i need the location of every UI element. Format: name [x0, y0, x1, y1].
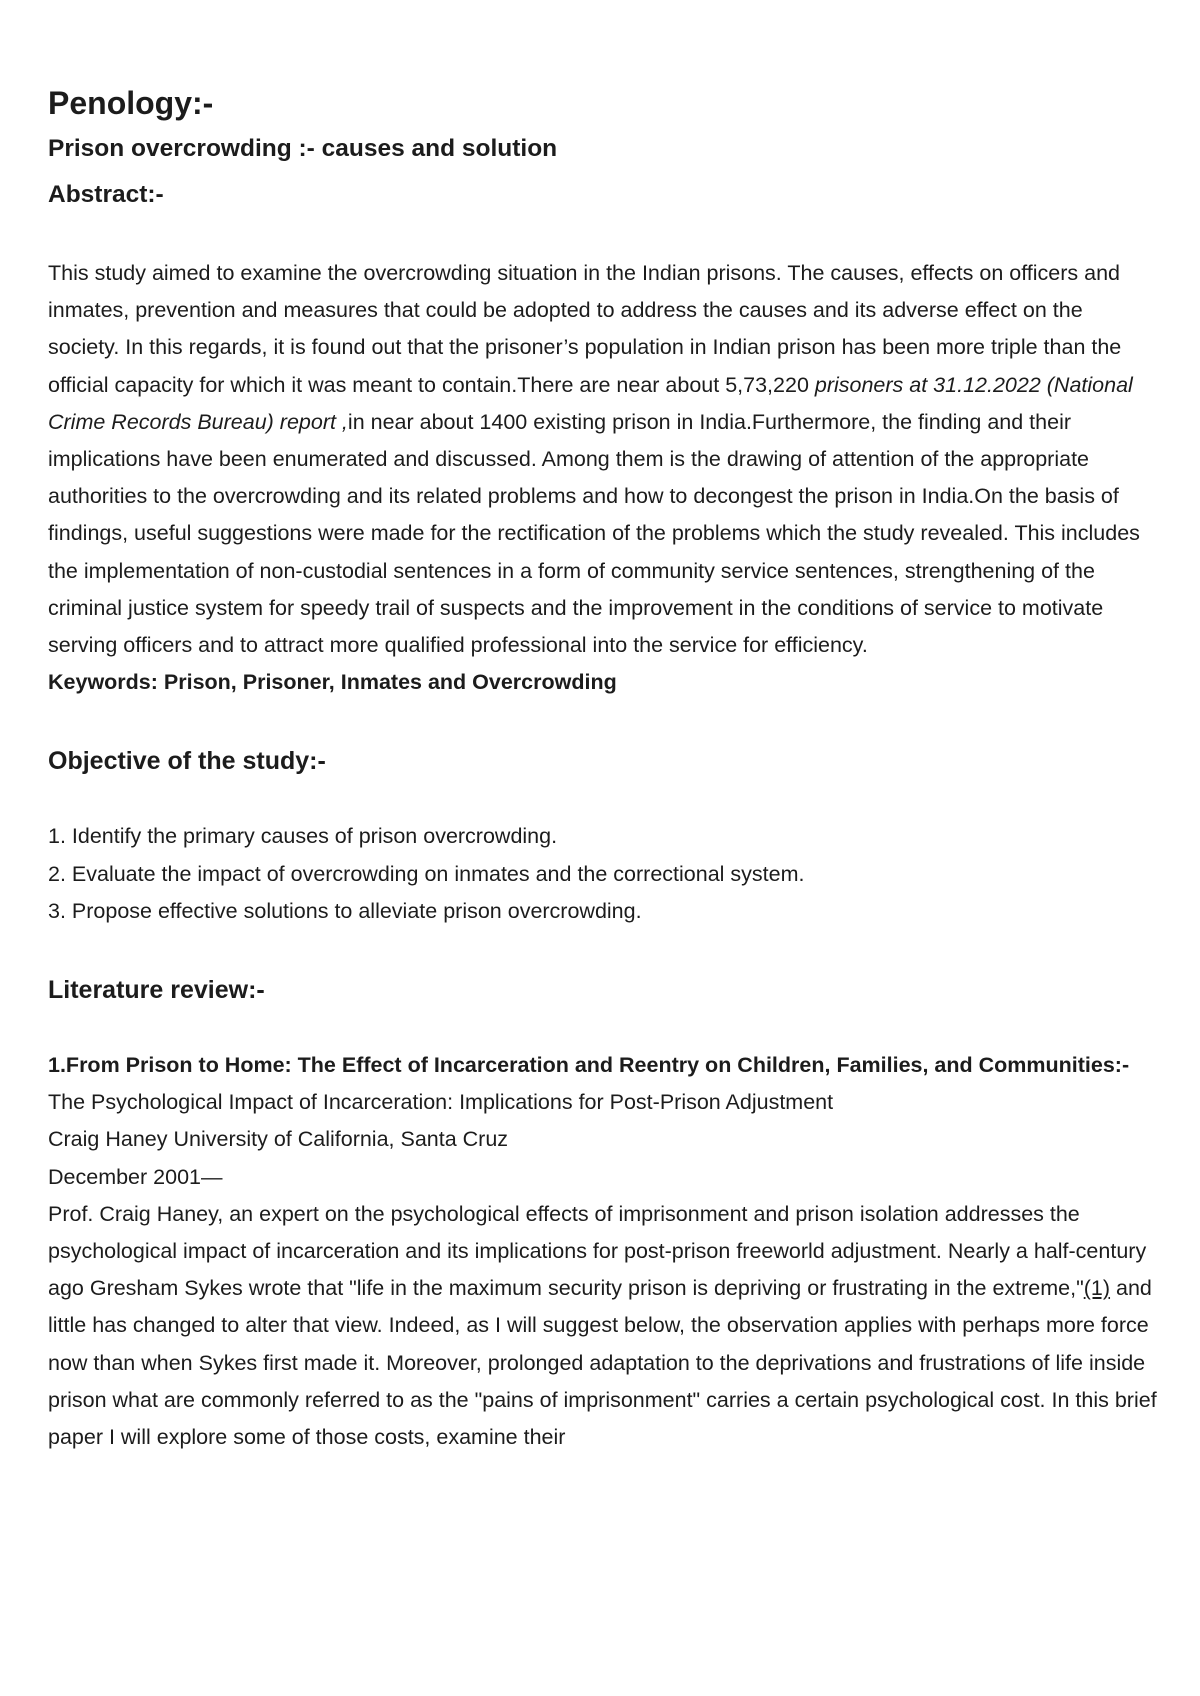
- spacer: [48, 701, 1158, 741]
- abstract-text-2: in near about 1400 existing prison in India.Furthermore, the finding and their implications have been enumerated and discussed. Among them is the drawing of attention of the appropriate authorities to the overcrowding and its related problems and how to decongest the prison in India.On the basis of findings, useful suggestions were made for the rectification of the problems which the study revealed. This includes the implementation of non-custodial sentences in a form of community service sentences, strengthening of the criminal justice system for speedy trail of suspects and the improvement in the conditions of service to motivate serving officers and to attract more qualified professional into the service for efficiency.: [48, 409, 1140, 658]
- objectives-list: [48, 818, 1158, 930]
- doc-title: Penology:-: [48, 85, 214, 121]
- document-page: [48, 80, 1158, 1456]
- abstract-heading: Abstract:-: [48, 181, 164, 208]
- lit-body-text-1: Prof. Craig Haney, an expert on the psychological effects of imprisonment and prison isolation addresses the psychological impact of incarceration and its implications for post-prison freeworld adjustment. Nearly a half-century ago Gresham Sykes wrote that "life in the maximum security prison is depriving or frustrating in the extreme,": [48, 1201, 1147, 1301]
- spacer: [48, 781, 1158, 818]
- keywords-line: Keywords: Prison, Prisoner, Inmates and Overcrowding: [48, 670, 617, 695]
- doc-subtitle: Prison overcrowding :- causes and solution: [48, 135, 558, 162]
- abstract-paragraph: [48, 255, 1158, 664]
- abstract-text-italic: prisoners at 31.12.2022 (National Crime Records Bureau) report ,: [48, 372, 1133, 434]
- objective-item: 3. Propose effective solutions to alleviate prison overcrowding.: [48, 898, 642, 923]
- citation-link[interactable]: (1): [1083, 1276, 1111, 1301]
- spacer: [48, 930, 1158, 970]
- objective-item: 2. Evaluate the impact of overcrowding on inmates and the correctional system.: [48, 861, 805, 886]
- literature-heading: Literature review:-: [48, 976, 265, 1005]
- spacer: [48, 218, 1158, 255]
- lit-subtitle: The Psychological Impact of Incarceration: Implications for Post-Prison Adjustment: [48, 1090, 834, 1115]
- abstract-text-1: This study aimed to examine the overcrowding situation in the Indian prisons. The causes, effects on officers and inmates, prevention and measures that could be adopted to address the causes and its adverse effect on the society. In this regards, it is found out that the prisoner’s population in Indian prison has been more triple than the official capacity for which it was meant to contain.There are near about 5,73,220: [48, 261, 1122, 397]
- objective-heading: Objective of the study:-: [48, 747, 326, 776]
- lit-body: [48, 1196, 1158, 1456]
- lit-title: 1.From Prison to Home: The Effect of Incarceration and Reentry on Children, Families, and Communities:-: [48, 1053, 1130, 1078]
- spacer: [48, 1010, 1158, 1047]
- lit-date: December 2001—: [48, 1164, 223, 1189]
- objective-item: 1. Identify the primary causes of prison overcrowding.: [48, 824, 558, 849]
- lit-author: Craig Haney University of California, Santa Cruz: [48, 1127, 509, 1152]
- lit-body-text-2: and little has changed to alter that view. Indeed, as I will suggest below, the observation applies with perhaps more force now than when Sykes first made it. Moreover, prolonged adaptation to the deprivations and frustrations of life inside prison what are commonly referred to as the "pains of imprisonment" carries a certain psychological cost. In this brief paper I will explore some of those costs, examine their: [48, 1276, 1157, 1450]
